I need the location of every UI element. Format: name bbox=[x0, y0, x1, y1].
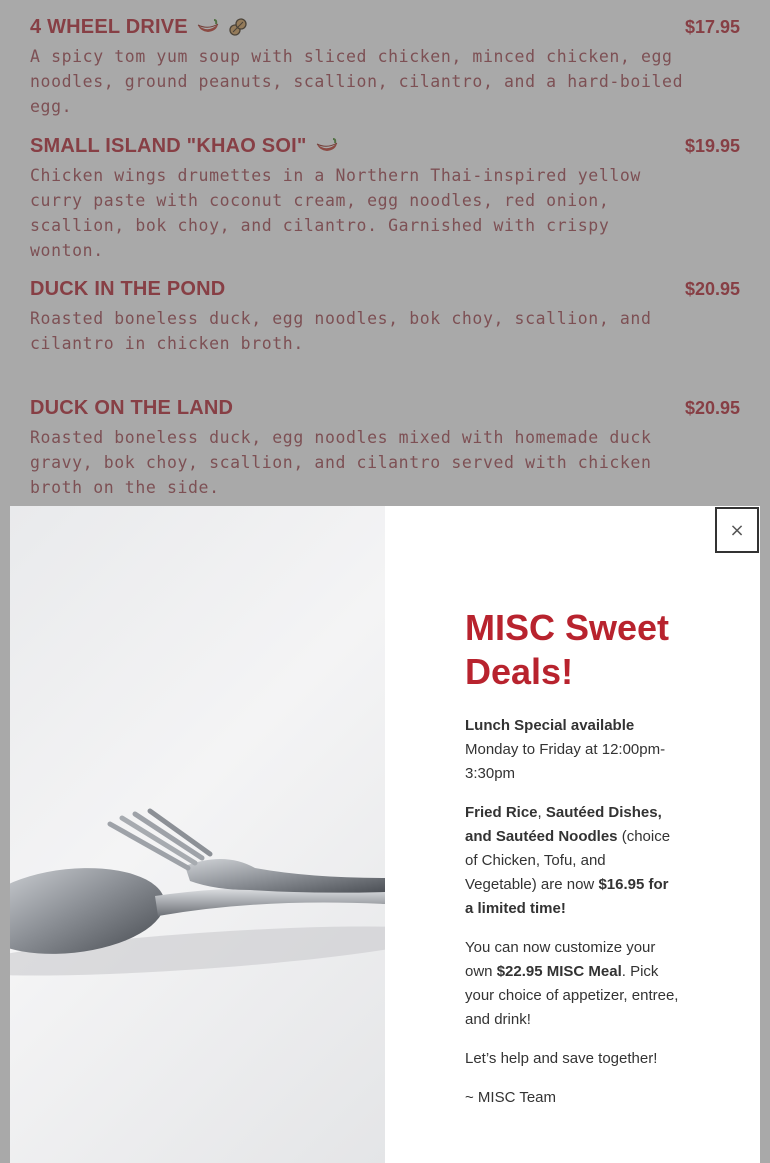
promo-content bbox=[385, 506, 760, 1163]
cutlery-image bbox=[10, 506, 385, 1163]
promo-lunch-special: Lunch Special available Monday to Friday at 12:00pm-3:30pm bbox=[465, 717, 666, 782]
promo-modal bbox=[10, 506, 760, 1163]
promo-fried-rice-deal: Fried Rice, Sautéed Dishes, and Sautéed Noodles (choice of Chicken, Tofu, and Vegetable) are now $16.95 for a limited time! bbox=[465, 804, 671, 917]
promo-signature: ~ MISC Team bbox=[465, 1089, 557, 1106]
fork-spoon-illustration bbox=[10, 506, 385, 1163]
promo-save-together: Let’s help and save together! bbox=[465, 1050, 658, 1067]
promo-title: MISC Sweet Deals! bbox=[465, 607, 670, 692]
close-button[interactable]: × bbox=[715, 507, 759, 553]
promo-misc-meal: You can now customize your own $22.95 MISC Meal. Pick your choice of appetizer, entree, and drink! bbox=[465, 939, 679, 1028]
